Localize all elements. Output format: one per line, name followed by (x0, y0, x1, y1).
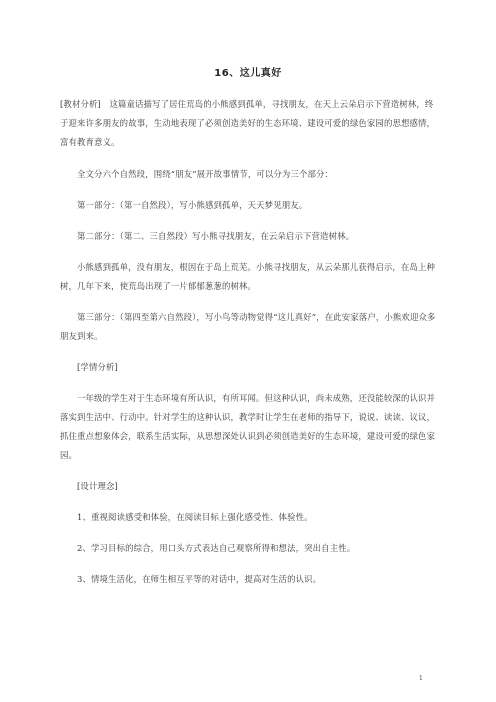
paragraph-learner-analysis: 一年级的学生对于生态环境有所认识，有所耳闻。但这种认识，尚未成熟，还没能较深的认识并落实到生活中、行动中。针对学生的这种认识，教学时让学生在老师的指导下，说说、读读、议议，抓住重点想象体会，联系生活实际，从思想深处认识到必须创造美好的生态环境，建设可爱的绿色家园。 (60, 393, 436, 460)
document-title: 16、这儿真好 (214, 68, 282, 79)
section-heading-design-concept: [设计理念] (77, 481, 118, 491)
paragraph-textbook-analysis: [教材分析] 这篇童话描写了居住荒岛的小熊感到孤单，寻找朋友，在天上云朵启示下营造树林，终于迎来许多朋友的故事，生动地表现了必须创造美好的生态环境、建设可爱的绿色家园的思想感情，富有教育意义。 (60, 99, 436, 147)
section-heading-learner-analysis: [学情分析] (77, 362, 118, 372)
paragraph-part-two-detail: 小熊感到孤单，没有朋友，根因在于岛上荒芜。小熊寻找朋友，从云朵那儿获得启示，在岛上种树，几年下来，使荒岛出现了一片郁郁葱葱的树林。 (60, 262, 436, 291)
paragraph-part-one: 第一部分：（第一自然段），写小熊感到孤单，天天梦见朋友。 (77, 200, 308, 210)
paragraph-part-two: 第二部分：（第二、三自然段）写小熊寻找朋友，在云朵启示下营造树林。 (77, 231, 355, 241)
page-number: 1 (419, 675, 423, 682)
paragraph-part-three: 第三部分：（第四至第六自然段），写小鸟等动物觉得“这儿真好”，在此安家落户，小熊欢迎众多朋友到来。 (60, 312, 436, 341)
paragraph-design-point-1: 1、重视阅读感受和体验，在阅读目标上强化感受性、体验性。 (77, 512, 313, 522)
paragraph-structure-overview: 全文分六个自然段，围绕“朋友”展开故事情节，可以分为三个部分： (77, 169, 334, 179)
paragraph-design-point-3: 3、情境生活化，在师生相互平等的对话中，提高对生活的认识。 (77, 574, 322, 584)
paragraph-design-point-2: 2、学习目标的综合，用口头方式表达自己观察所得和想法，突出自主性。 (77, 543, 356, 553)
